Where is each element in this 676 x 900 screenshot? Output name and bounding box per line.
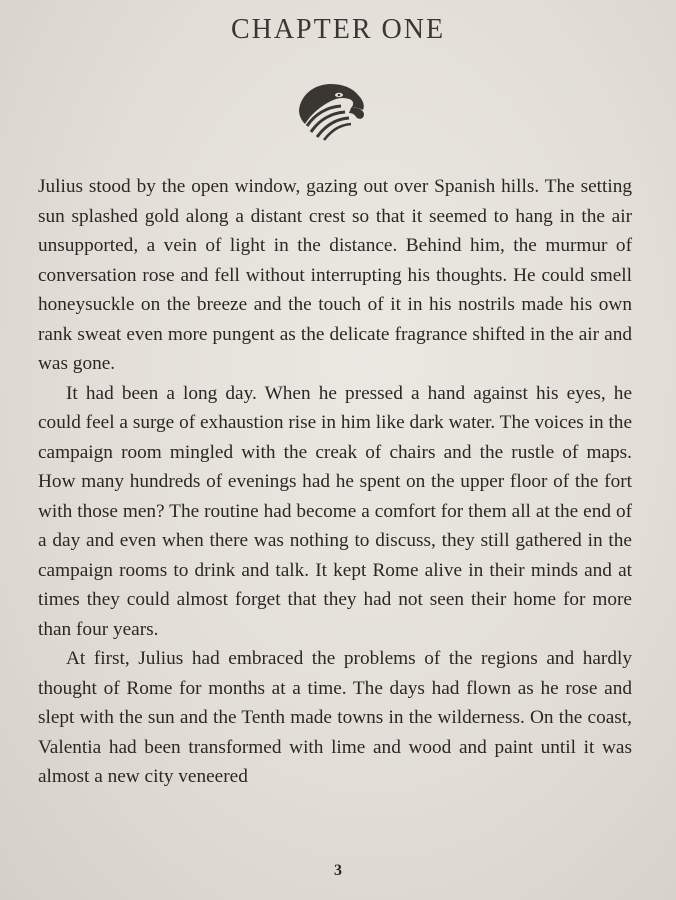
chapter-body [38, 172, 632, 792]
paragraph-1: Julius stood by the open window, gazing out over Spanish hills. The setting sun splashed gold along a distant crest so that it seemed to hang in the air unsupported, a vein of light in the distance. Behind him, the murmur of conversation rose and fell without interrupting his thoughts. He could smell honeysuckle on the breeze and the touch of it in his nostrils made his own rank sweat even more pungent as the delicate fragrance shifted in the air and was gone. [38, 176, 632, 374]
chapter-title: CHAPTER ONE [230, 14, 446, 45]
page-number: 3 [334, 862, 342, 879]
paragraph-3: At first, Julius had embraced the problems of the regions and hardly thought of Rome for months at a time. The days had flown as he rose and slept with the sun and the Tenth made towns in the wilderness. On the coast, Valentia had been transformed with lime and wood and paint until it was almost a new city veneered [38, 648, 632, 787]
eagle-head-icon [293, 80, 367, 142]
paragraph-2: It had been a long day. When he pressed a hand against his eyes, he could feel a surge of exhaustion rise in him like dark water. The voices in the campaign room mingled with the creak of chairs and the rustle of maps. How many hundreds of evenings had he spent on the upper floor of the fort with those men? The routine had become a comfort for them all at the end of a day and even when there was nothing to discuss, they still gathered in the campaign rooms to drink and talk. It kept Rome alive in their minds and at times they could almost forget that they had not seen their home for more than four years. [38, 382, 632, 640]
